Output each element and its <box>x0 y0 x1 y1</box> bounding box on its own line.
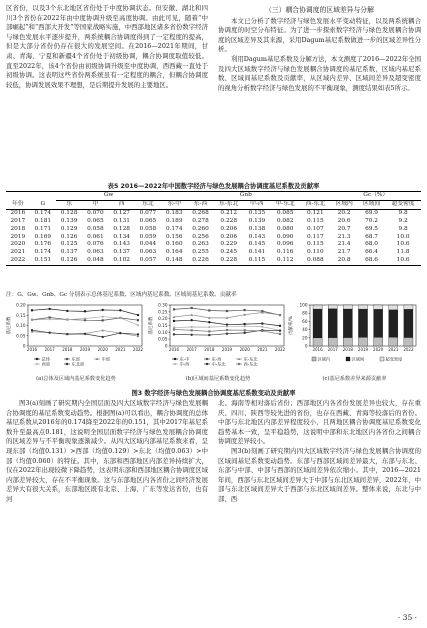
data-point <box>48 331 50 333</box>
table-cell: 2022 <box>6 257 30 265</box>
data-point <box>191 307 193 309</box>
x-tick-label: 2021 <box>257 347 268 352</box>
table-cell: 0.174 <box>34 209 52 216</box>
data-point <box>137 333 139 335</box>
legend-label: 中-西 <box>179 361 190 367</box>
table-cell: 9.8 <box>398 209 408 216</box>
data-point <box>190 319 192 321</box>
table-cell: 0.143 <box>248 233 266 240</box>
table-cell: 2018 <box>10 225 26 232</box>
table-column-header <box>6 200 421 209</box>
table-cell: 0.137 <box>113 249 130 256</box>
figure-caption: 图3 数字经济与绿色发展耦合协调度基尼系数变动及贡献率 <box>131 390 296 397</box>
table-cell: 0.278 <box>192 217 209 224</box>
table-cell: 0.148 <box>161 257 187 265</box>
bar-segment <box>313 309 322 338</box>
table-cell: 0.126 <box>56 257 82 265</box>
table-cell: 10.6 <box>385 257 421 265</box>
left-column-top <box>6 4 208 90</box>
legend-label: 东部 <box>71 356 80 362</box>
data-point <box>31 309 33 311</box>
data-point <box>36 358 38 360</box>
table-row <box>6 257 421 265</box>
right-column-bottom <box>218 399 421 505</box>
left-column-bottom <box>6 399 208 505</box>
table-cell: 70.2 <box>365 217 378 224</box>
table-cell: 0.044 <box>139 241 157 248</box>
x-tick-label: 2016 <box>26 347 38 352</box>
y-tick-label: 80 <box>302 310 308 316</box>
legend-label: 东北部 <box>71 361 85 367</box>
table-cell: 0.260 <box>192 225 209 232</box>
chart-b-svg <box>148 301 288 375</box>
group-header-gnb: Gnb <box>161 192 330 201</box>
table-cell: 0.137 <box>60 249 78 256</box>
column-header: 东-中 <box>161 200 187 209</box>
legend-swatch <box>380 357 384 361</box>
y-tick-label: 0.05 <box>16 333 26 339</box>
y-tick-label: 0.10 <box>158 329 168 335</box>
x-tick-label: 2019 <box>357 347 369 352</box>
table-cell: 68.6 <box>358 257 385 265</box>
x-tick-label: 2017 <box>44 347 55 352</box>
table-cell: 0.226 <box>187 257 213 265</box>
bar-segment <box>358 309 367 337</box>
table-cell: 0.212 <box>220 209 238 216</box>
table-cell: 0.268 <box>192 209 209 216</box>
table-cell: 0.129 <box>60 225 78 232</box>
column-header: 西-东北 <box>300 200 330 209</box>
x-tick-label: 2019 <box>79 347 91 352</box>
data-point <box>174 358 176 360</box>
table-cell: 0.128 <box>60 209 78 216</box>
chart-a <box>6 301 146 375</box>
table-cell: 0.156 <box>165 233 183 240</box>
paragraph: 利用Dagum基尼系数及分解方法，本文测度了2016—2022年全国及四大区域数字经济与绿色发展耦合协调度的基尼系数，区域内基尼系数、区域间基尼系数及贡献率，从区域内差异、区域间差异及超变密度的视角分析数字经济与绿色发展的不平衡现象，测度结果如表5所示。 <box>218 54 421 92</box>
y-tick-label: 0.25 <box>158 309 168 315</box>
data-point <box>208 309 210 311</box>
table-cell: 0.077 <box>139 209 157 216</box>
column-header: 中-西 <box>244 200 270 209</box>
legend-label: 中-东北 <box>211 361 226 367</box>
paragraph: 本文已分析了数字经济与绿色发展水平变动特征，以及两系统耦合协调度的时空分布特征。为了进一步探索数字经济与绿色发展耦合协调度的区域差异及其来源，采用Dagum基尼系数做进一步的区域差异性分析。 <box>218 16 421 54</box>
table-cell: 0.206 <box>220 233 238 240</box>
data-point <box>173 308 175 310</box>
x-tick-label: 2022 <box>403 347 414 352</box>
legend-swatch <box>312 357 316 361</box>
paragraph: 图3(a)刻画了研究期内全国层面及四大区域数字经济与绿色发展耦合协调度的基尼系数变动趋势。根据图(a)可以看出，耦合协调度的总体基尼系数从2016年的0.174降至2022年的0.151，其中2017年基尼系数升至最高点0.181，这说明全国层面数字经济与绿色发展耦合协调度的区域差异与不平衡现象逐渐减少。从四大区域内部基尼系数来看，呈现东部（均值0.131）>西部（均值0.129）>东北（均值0.063）>中部（均值0.060）的特征。其中，东部和西部地区内部差异持续扩大，仅在2022年出现较微下降趋势，这表明东部和西部地区耦合协调度区域内部差异较大，存在不平衡现象。这与东部地区内各省份之间经济发展差异大有很大关系，东部地区既有北京、上海、广东等发达省份，也有河 <box>6 399 208 503</box>
table-cell: 10.0 <box>396 233 410 240</box>
bar-segment <box>343 338 352 346</box>
column-header: 区域内 <box>330 200 357 209</box>
data-point <box>137 314 139 316</box>
table-cell: 2020 <box>10 241 26 248</box>
x-tick-label: 2022 <box>274 347 286 352</box>
table-cell: 0.065 <box>87 217 104 224</box>
x-tick-label: 2018 <box>204 347 215 352</box>
chart-c <box>288 301 421 375</box>
table-cell: 0.061 <box>87 233 104 240</box>
data-point <box>279 329 281 331</box>
paragraph: 区省份，以及3个东北地区省份处于中度协调状态。但安徽、湖北和四川3个省份在2022年由中度协调升级至高度协调。由此可见，随着“中部崛起”和“西部大开发”等国家战略实施，中西部地区诸多省份数字经济与绿色发展水平逐步提升，两系统耦合协调度得到了一定程度的提高，但是大部分省份仍存在很大的发展空间。在2016—2021年期间，甘肃、青海、宁夏和新疆4个省份处于初级协调，耦合协调度取值较低。直至2022年，该4个省份由初级协调升级至中度协调，西西藏一直处于初级协调。这表明这些省份两系统虽有一定程度的耦合，但耦合协调度较低，协调发展效果不理想，是后期提升发展的主要地区。 <box>6 4 208 89</box>
data-point <box>66 310 68 312</box>
chart-a-svg <box>6 301 146 375</box>
table-cell: 0.088 <box>300 257 330 265</box>
column-header: 中 <box>82 200 108 209</box>
table-cell: 0.134 <box>113 233 130 240</box>
column-header: 中-东北 <box>270 200 300 209</box>
legend-label: 西-东北 <box>243 361 258 367</box>
table-cell: 0.063 <box>87 249 104 256</box>
data-point <box>190 334 192 336</box>
data-point <box>137 324 140 327</box>
x-tick-label: 2017 <box>186 347 197 352</box>
data-point <box>226 329 228 331</box>
bar-segment <box>328 309 337 338</box>
data-point <box>190 326 193 329</box>
table-row <box>6 234 421 242</box>
table-group-header <box>6 192 421 201</box>
legend-label: 东-东北 <box>243 356 258 362</box>
data-point <box>279 325 281 327</box>
chart-a-caption: (a)总体及区域内基尼系数变化趋势 <box>36 376 116 382</box>
y-axis-label: 贡献率/% <box>289 315 294 336</box>
chart-c-svg <box>288 301 421 375</box>
data-point <box>173 320 175 322</box>
paragraph: 北、海南等相对落后省份；西部地区内各省份发展差异也较大，存在重庆、四川、陕西等较先进的省份，也存在西藏、青海等较落后的省份。中部与东北地区内部差异程度较小，且两地区耦合协调度基尼系数变化趋势基本一致，呈平稳趋势，这说明中部和东北地区内各省份之间耦合协调度差异较小。 <box>218 399 421 446</box>
table-cell: 0.059 <box>139 233 157 240</box>
x-tick-label: 2016 <box>312 347 323 352</box>
x-tick-label: 2020 <box>97 347 108 352</box>
data-point <box>208 321 210 323</box>
legend-label: 东-西 <box>211 356 222 362</box>
chart-b <box>148 301 288 375</box>
column-header: 西 <box>109 200 135 209</box>
x-tick-label: 2021 <box>388 347 399 352</box>
table-cell: 0.171 <box>34 225 52 232</box>
y-tick-label: 100 <box>299 302 308 308</box>
table-cell: 20.7 <box>337 225 351 232</box>
bar-segment <box>404 337 413 346</box>
bar-segment <box>358 305 367 309</box>
table-row <box>6 241 421 249</box>
legend-label: 东-中 <box>179 356 190 362</box>
table-cell: 0.139 <box>248 217 266 224</box>
table-cell: 0.096 <box>276 241 294 248</box>
section-title: （三）耦合协调度的区域差异与分解 <box>265 6 374 14</box>
data-point <box>226 310 228 312</box>
table-cell: 0.139 <box>60 217 78 224</box>
table-cell: 0.063 <box>139 249 157 256</box>
table-cell: 2016 <box>10 209 26 216</box>
table-cell: 0.076 <box>87 241 104 248</box>
bar-segment <box>343 309 352 337</box>
legend-label: 区域内 <box>317 356 331 362</box>
table-cell: 0.183 <box>165 209 183 216</box>
table-cell: 0.128 <box>113 225 130 232</box>
chart-b-caption: (b)区域间基尼系数变化趋势 <box>185 376 251 382</box>
gini-table <box>6 191 421 266</box>
data-point <box>261 322 263 324</box>
data-point <box>101 309 103 311</box>
x-tick-label: 2020 <box>373 347 384 352</box>
table-cell: 0.082 <box>276 217 294 224</box>
table-cell: 0.121 <box>307 209 324 216</box>
table-cell: 0.151 <box>30 257 56 265</box>
data-point <box>208 330 210 332</box>
group-header-gc: Gc（%） <box>330 192 421 201</box>
table-cell: 0.181 <box>34 217 52 224</box>
data-point <box>137 319 139 321</box>
legend-label: 超变密度 <box>385 356 403 362</box>
table-cell: 0.110 <box>307 249 324 256</box>
data-point <box>66 358 68 360</box>
table-cell: 20.8 <box>330 257 357 265</box>
bar-segment <box>313 305 322 309</box>
y-tick-label: 0.20 <box>158 316 168 322</box>
table-cell: 0.131 <box>113 217 130 224</box>
bar-segment <box>328 338 337 346</box>
data-point <box>226 325 229 328</box>
table-cell: 0.125 <box>60 241 78 248</box>
table-cell: 9.2 <box>398 217 408 224</box>
table-cell: 0.263 <box>192 241 209 248</box>
paragraph: 图3(b)刻画了研究期内四大区域数字经济与绿色发展耦合协调度的区域间基尼系数变动趋势。东部与西部区域间差异最大，东部与东北、东部与中部、中部与西部的区域间差异依次缩小。其中，2016—2021年间，西部与东北区域间差异大于中部与东北区域间差异，2022年，中部与东北区域间差异大于西部与东北区域间差异。整体来说，东北与中部、西 <box>218 446 421 503</box>
x-tick-label: 2017 <box>327 347 338 352</box>
table-cell: 0.065 <box>139 217 157 224</box>
bar-segment <box>374 305 383 309</box>
table-row <box>6 249 421 257</box>
bar-segment <box>374 337 383 346</box>
bar-segment <box>389 310 398 337</box>
column-header: 超变密度 <box>385 200 421 209</box>
y-tick-label: 0.30 <box>158 302 168 308</box>
y-tick-label: 0.05 <box>158 336 168 342</box>
page-number: · 35 · <box>397 613 417 622</box>
legend-label: 总体 <box>41 356 50 362</box>
legend-swatch <box>346 357 350 361</box>
bar-segment <box>343 305 352 309</box>
table-cell: 0.117 <box>307 233 324 240</box>
bar-segment <box>404 309 413 337</box>
table-cell: 0.256 <box>192 233 209 240</box>
data-point <box>48 308 50 310</box>
right-column-top <box>218 4 421 93</box>
table-cell: 0.058 <box>87 225 104 232</box>
table-cell: 0.085 <box>276 209 294 216</box>
table-cell: 0.206 <box>220 225 238 232</box>
data-point <box>102 319 104 321</box>
table-cell: 0.135 <box>248 209 266 216</box>
table-cell: 0.228 <box>220 217 238 224</box>
table-cell: 0.058 <box>139 225 157 232</box>
x-tick-label: 2018 <box>342 347 353 352</box>
table-cell: 21.4 <box>337 241 351 248</box>
x-tick-label: 2021 <box>115 347 126 352</box>
data-point <box>66 363 68 365</box>
table-cell: 0.115 <box>307 241 324 248</box>
bar-segment <box>328 305 337 309</box>
data-point <box>36 363 39 366</box>
table-cell: 0.228 <box>214 257 244 265</box>
column-header: 年份 <box>6 200 30 209</box>
table-row <box>6 226 421 234</box>
table-cell: 69.9 <box>365 209 378 216</box>
bar-segment <box>404 305 413 309</box>
data-point <box>173 328 175 330</box>
data-point <box>206 358 208 360</box>
table-cell: 0.112 <box>270 257 300 265</box>
x-tick-label: 2022 <box>132 347 144 352</box>
data-point <box>279 333 281 335</box>
table-cell: 2019 <box>10 233 26 240</box>
data-point <box>243 325 246 328</box>
data-point <box>84 333 86 335</box>
table-note: 注：G、Gw、Gnb、Gc 分别表示总体基尼系数、区域内基尼系数、区域间基尼系数、贡献率 <box>6 292 237 298</box>
y-axis-label: 基尼系数 <box>7 316 12 335</box>
data-point <box>261 325 264 328</box>
y-tick-label: 0.10 <box>16 323 26 328</box>
table-cell: 20.6 <box>337 217 351 224</box>
data-point <box>244 329 246 331</box>
x-tick-label: 2020 <box>239 347 250 352</box>
data-point <box>261 330 263 332</box>
table-cell: 68.7 <box>365 233 378 240</box>
data-point <box>226 333 228 335</box>
table-cell: 0.164 <box>165 249 183 256</box>
column-header: 东-东北 <box>214 200 244 209</box>
y-tick-label: 60 <box>302 318 308 324</box>
data-point <box>84 310 86 312</box>
data-point <box>119 332 121 334</box>
bar-segment <box>374 309 383 337</box>
table-cell: 0.160 <box>165 241 183 248</box>
column-header: 东 <box>56 200 82 209</box>
table-cell: 20.2 <box>337 209 351 216</box>
table-cell: 0.255 <box>192 249 209 256</box>
table-caption: 表5 2016—2022年中国数字经济与绿色发展耦合协调度基尼系数及贡献率 <box>107 183 320 190</box>
table-cell: 69.5 <box>365 225 378 232</box>
y-tick-label: 0.15 <box>158 323 168 328</box>
table-cell: 0.174 <box>165 225 183 232</box>
table-cell: 0.080 <box>276 225 294 232</box>
table-cell: 0.070 <box>87 209 104 216</box>
data-point <box>173 333 175 335</box>
y-tick-label: 0 <box>22 343 26 349</box>
chart-c-caption: (c)基尼系数差异来源贡献率 <box>322 376 387 382</box>
y-tick-label: 0.20 <box>16 302 26 308</box>
y-tick-label: 0 <box>304 343 308 349</box>
table-cell: 0.138 <box>248 225 266 232</box>
table-cell: 0.102 <box>109 257 135 265</box>
bar-segment <box>389 305 398 310</box>
y-tick-label: 0.15 <box>16 312 26 318</box>
data-point <box>206 363 208 365</box>
data-point <box>244 309 246 311</box>
table-cell: 0.057 <box>135 257 161 265</box>
table-cell: 0.141 <box>248 249 266 256</box>
legend-label: 中部 <box>101 356 110 362</box>
table-cell: 0.229 <box>220 241 238 248</box>
y-tick-label: 40 <box>302 327 308 333</box>
table-cell: 0.174 <box>34 249 52 256</box>
table-cell: 0.126 <box>60 233 78 240</box>
legend-label: 区域间 <box>351 356 365 362</box>
x-tick-label: 2019 <box>221 347 233 352</box>
data-point <box>119 309 121 311</box>
data-point <box>191 329 193 331</box>
table-cell: 68.0 <box>365 241 378 248</box>
bar-segment <box>358 337 367 346</box>
table-cell: 0.107 <box>307 225 324 232</box>
data-point <box>238 363 240 365</box>
y-axis-label: 基尼系数 <box>149 316 154 335</box>
legend-label: 西部 <box>41 361 50 367</box>
table-row <box>6 209 421 217</box>
data-point <box>101 336 103 338</box>
data-point <box>208 334 210 336</box>
table-cell: 0.127 <box>113 209 130 216</box>
bar-segment <box>313 338 322 346</box>
data-point <box>208 326 211 329</box>
table-cell: 21.3 <box>337 233 351 240</box>
data-point <box>174 363 177 366</box>
column-header: 东北 <box>135 200 161 209</box>
table-cell: 10.6 <box>396 241 410 248</box>
data-point <box>66 333 68 335</box>
table-cell: 0.048 <box>82 257 108 265</box>
table-cell: 0.090 <box>276 233 294 240</box>
table-row <box>6 218 421 226</box>
table-cell: 0.176 <box>34 241 52 248</box>
data-point <box>31 329 33 331</box>
table-cell: 2017 <box>10 217 26 224</box>
table-cell: 0.245 <box>220 249 238 256</box>
table-cell: 21.7 <box>337 249 351 256</box>
table-cell: 0.115 <box>244 257 270 265</box>
table-cell: 66.4 <box>365 249 378 256</box>
x-tick-label: 2018 <box>62 347 73 352</box>
x-tick-label: 2016 <box>168 347 180 352</box>
column-header: G <box>30 200 56 209</box>
table-cell: 0.143 <box>113 241 130 248</box>
table-cell: 11.8 <box>396 249 410 256</box>
column-header: 东-西 <box>187 200 213 209</box>
bar-segment <box>389 337 398 346</box>
table-cell: 0.169 <box>34 233 52 240</box>
column-header: 区域间 <box>358 200 385 209</box>
table-cell: 0.115 <box>307 217 324 224</box>
data-point <box>101 315 104 318</box>
table-cell: 0.189 <box>165 217 183 224</box>
y-tick-label: 0 <box>164 343 168 349</box>
group-header-gw: Gw <box>56 192 161 201</box>
table-cell: 0.145 <box>248 241 266 248</box>
table-cell: 0.116 <box>276 249 294 256</box>
y-tick-label: 20 <box>302 335 308 341</box>
data-point <box>243 332 245 334</box>
table-cell: 2021 <box>10 249 26 256</box>
table-cell: 9.8 <box>398 225 408 232</box>
